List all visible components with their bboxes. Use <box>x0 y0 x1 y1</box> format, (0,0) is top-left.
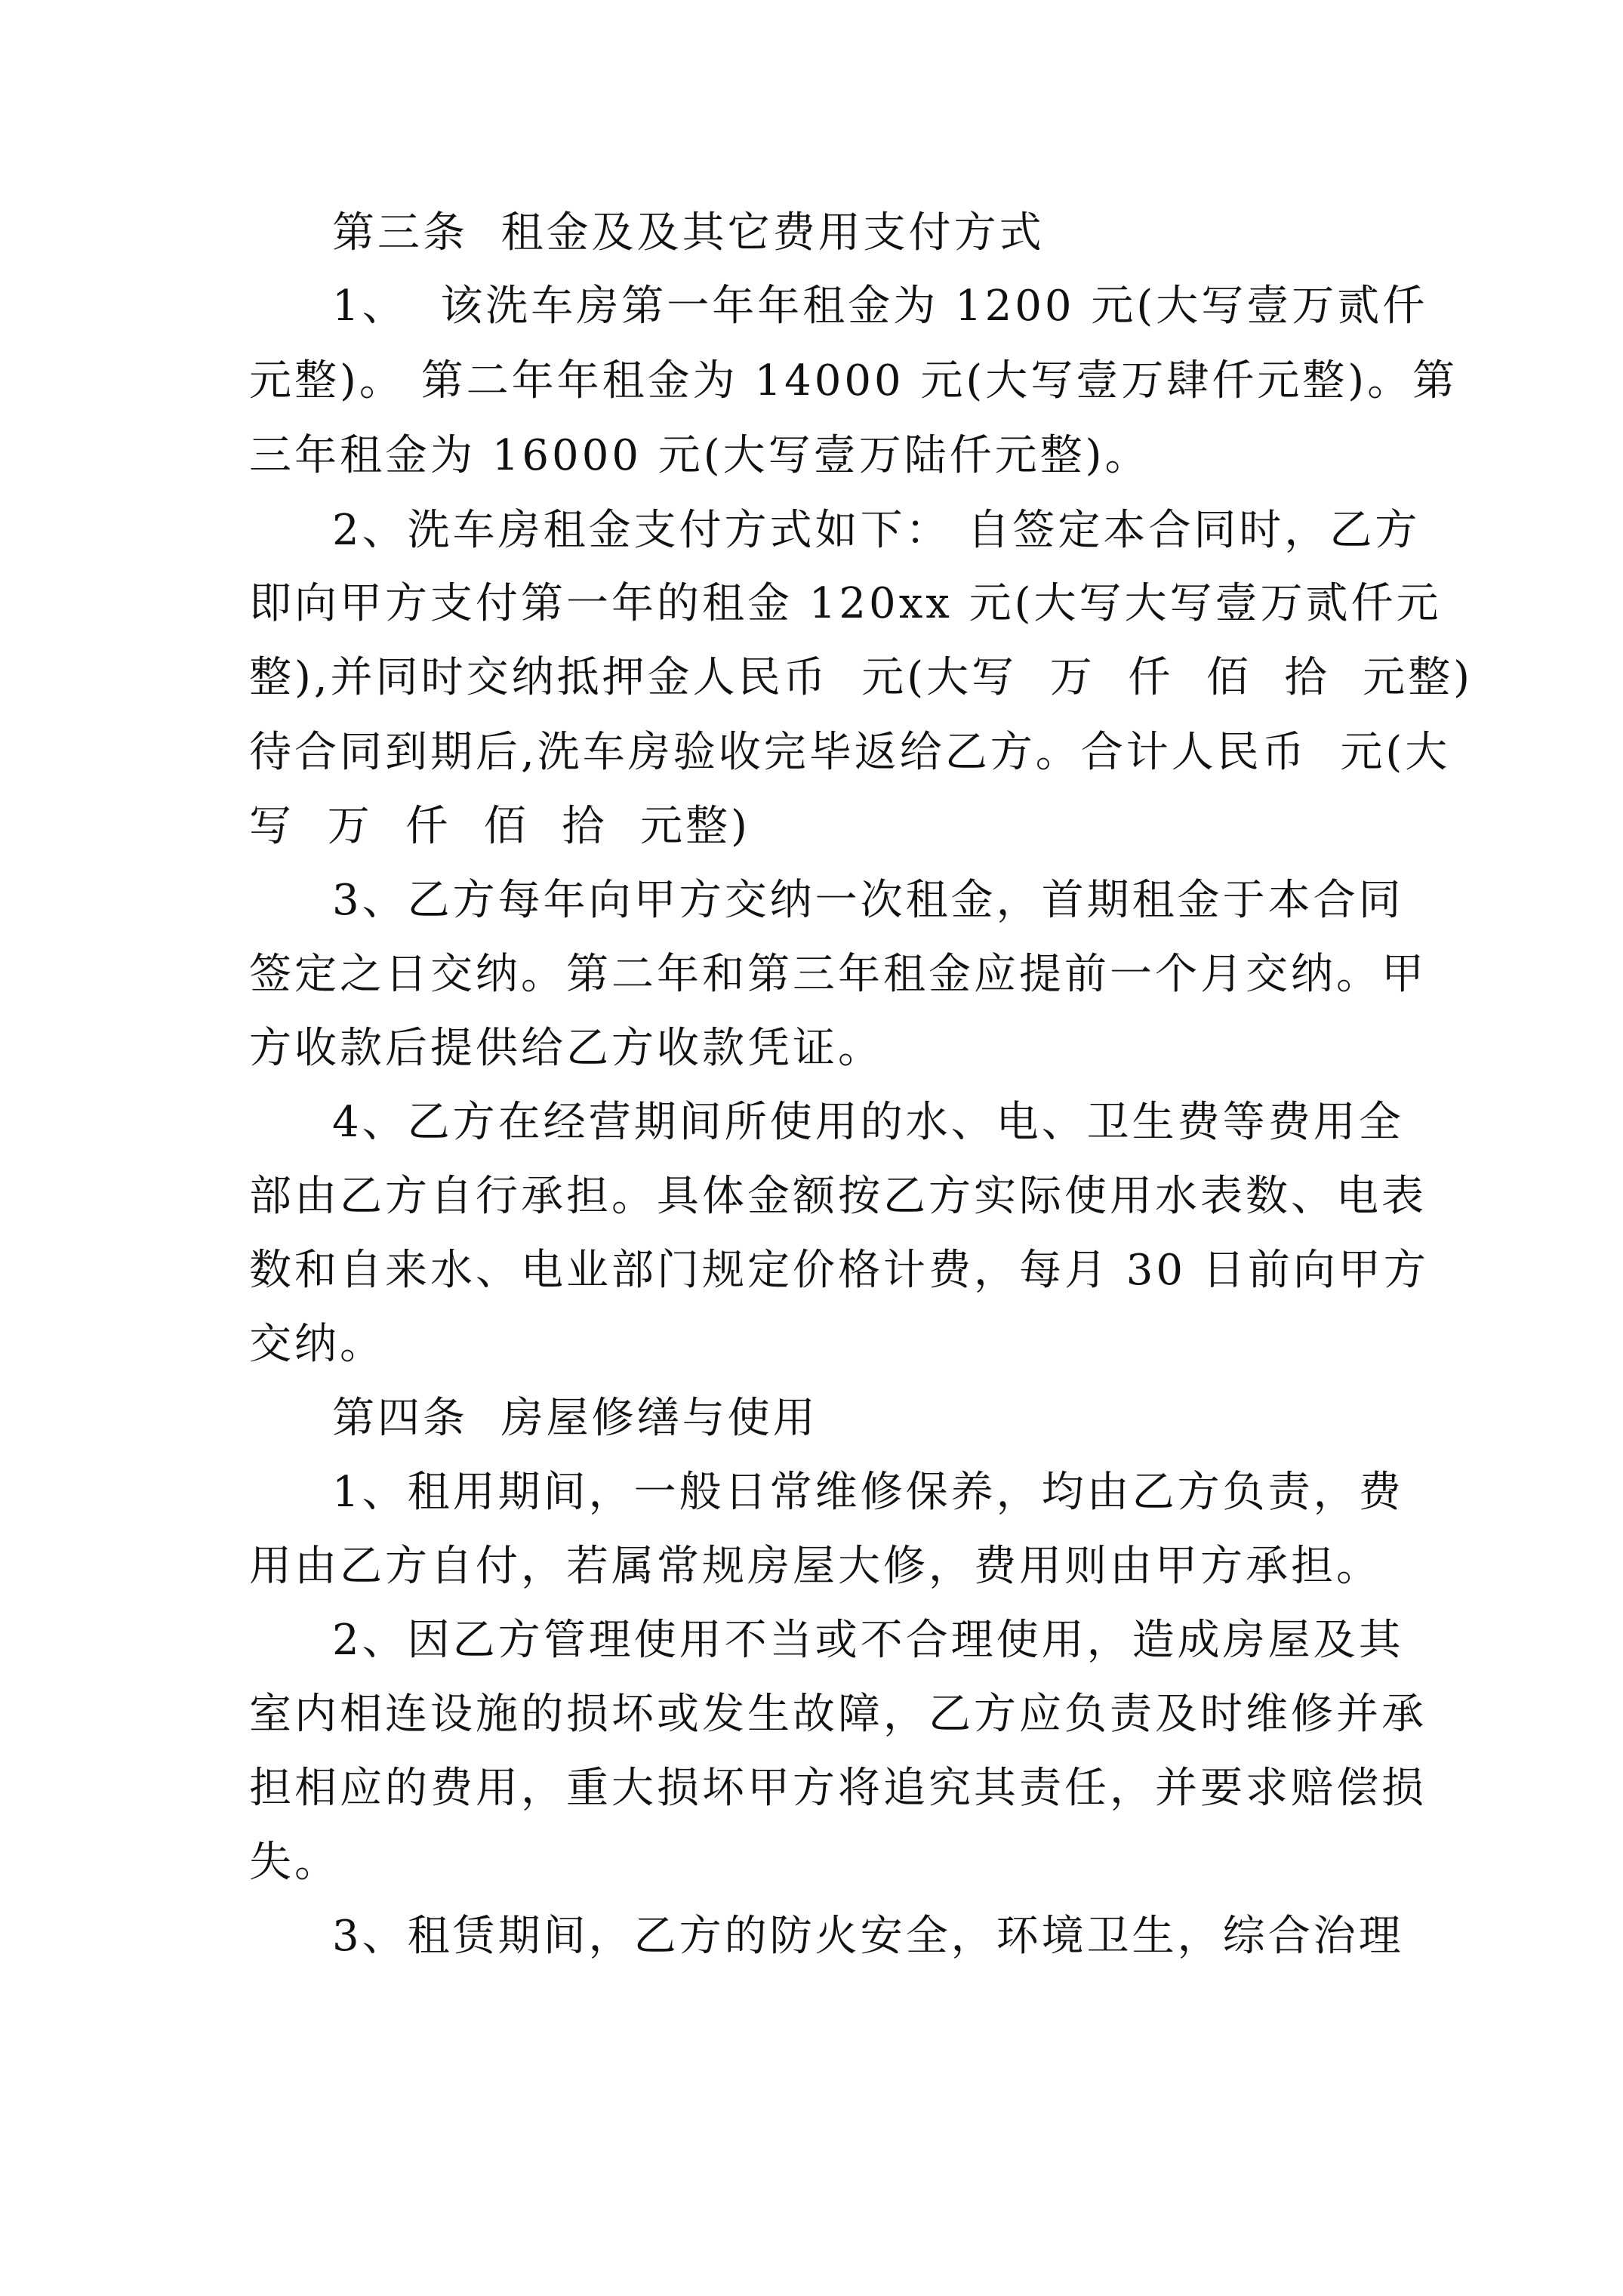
paragraph-line: 签定之日交纳。第二年和第三年租金应提前一个月交纳。甲 <box>249 950 1427 999</box>
paragraph-line: 元整)。 第二年年租金为 14000 元(大写壹万肆仟元整)。第 <box>249 356 1458 405</box>
paragraph-line: 即向甲方支付第一年的租金 120xx 元(大写大写壹万贰仟元 <box>249 579 1442 628</box>
paragraph-line: 担相应的费用，重大损坏甲方将追究其责任，并要求赔偿损 <box>249 1764 1427 1813</box>
paragraph-line: 室内相连设施的损坏或发生故障，乙方应负责及时维修并承 <box>249 1690 1427 1739</box>
paragraph-line: 3、租赁期间，乙方的防火安全，环境卫生，综合治理 <box>332 1912 1404 1961</box>
paragraph-line: 3、乙方每年向甲方交纳一次租金，首期租金于本合同 <box>332 876 1404 925</box>
paragraph-line: 用由乙方自付，若属常规房屋大修，费用则由甲方承担。 <box>249 1542 1381 1591</box>
paragraph-line: 2、洗车房租金支付方式如下： 自签定本合同时，乙方 <box>332 506 1421 555</box>
paragraph-line: 三年租金为 16000 元(大写壹万陆仟元整)。 <box>249 431 1150 480</box>
paragraph-line: 数和自来水、电业部门规定价格计费，每月 30 日前向甲方 <box>249 1246 1429 1295</box>
paragraph-line: 整),并同时交纳抵押金人民币 元(大写 万 仟 佰 拾 元整) <box>249 653 1473 702</box>
paragraph-line: 失。 <box>249 1838 340 1887</box>
section-heading: 第四条 房屋修缮与使用 <box>332 1394 818 1443</box>
paragraph-line: 部由乙方自行承担。具体金额按乙方实际使用水表数、电表 <box>249 1172 1427 1221</box>
section-heading: 第三条 租金及及其它费用支付方式 <box>332 208 1045 257</box>
paragraph-line: 方收款后提供给乙方收款凭证。 <box>249 1024 883 1073</box>
paragraph-line: 2、因乙方管理使用不当或不合理使用，造成房屋及其 <box>332 1616 1404 1665</box>
paragraph-line: 1、 该洗车房第一年年租金为 1200 元(大写壹万贰仟 <box>332 282 1428 331</box>
paragraph-line: 交纳。 <box>249 1320 385 1369</box>
paragraph-line: 4、乙方在经营期间所使用的水、电、卫生费等费用全 <box>332 1098 1404 1147</box>
paragraph-line: 写 万 仟 佰 拾 元整) <box>249 802 750 851</box>
paragraph-line: 1、租用期间，一般日常维修保养，均由乙方负责，费 <box>332 1468 1404 1517</box>
paragraph-line: 待合同到期后,洗车房验收完毕返给乙方。合计人民币 元(大 <box>249 728 1451 777</box>
